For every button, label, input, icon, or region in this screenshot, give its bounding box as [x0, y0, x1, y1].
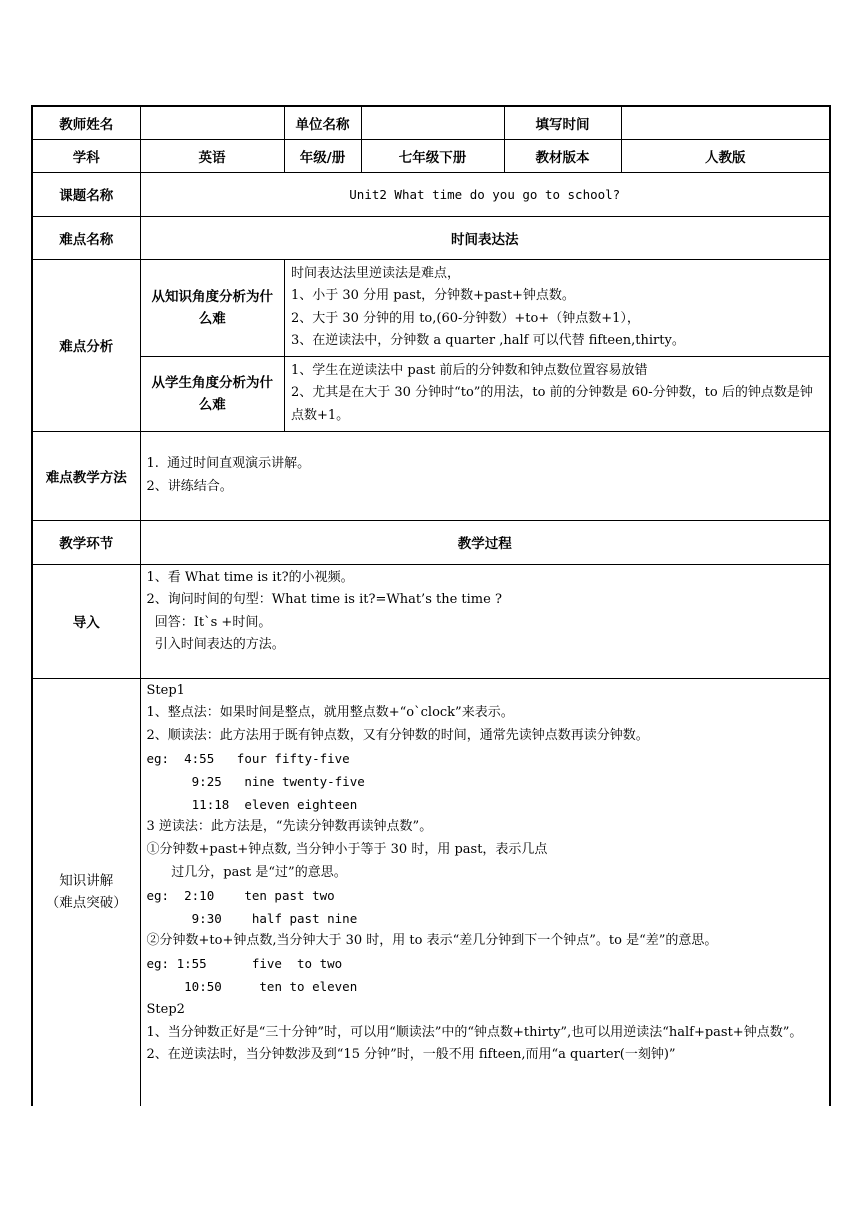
difficulty-value: 时间表达法 — [140, 216, 830, 259]
unit-name-label: 单位名称 — [284, 106, 361, 139]
intro-line: 1、看 What time is it?的小视频。 — [146, 569, 354, 585]
content-line: eg: 1:55 five to two — [146, 956, 343, 972]
method-line: 2、讲练结合。 — [146, 478, 233, 494]
knowledge-section-label — [32, 678, 140, 1106]
knowledge-section-row — [32, 678, 830, 1106]
analysis-label: 难点分析 — [32, 259, 140, 431]
content-line: 10:50 ten to eleven — [146, 979, 358, 995]
student-line: 1、学生在逆读法中 past 前后的分钟数和钟点数位置容易放错 — [291, 362, 648, 378]
analysis-content — [140, 259, 830, 431]
content-line: 9:25 nine twenty-five — [146, 773, 365, 789]
intro-label: 导入 — [32, 564, 140, 678]
analysis-row — [32, 259, 830, 431]
difficulty-label: 难点名称 — [32, 216, 140, 259]
teacher-name-value[interactable] — [140, 106, 284, 139]
intro-content — [140, 564, 830, 678]
difficulty-row — [32, 216, 830, 259]
content-line: Step1 — [146, 682, 185, 698]
teacher-name-label: 教师姓名 — [32, 106, 140, 139]
knowledge-line: 1、小于 30 分用 past，分钟数+past+钟点数。 — [291, 288, 575, 304]
method-line: 1. 通过时间直观演示讲解。 — [146, 456, 311, 472]
intro-line: 回答：It`s +时间。 — [146, 614, 272, 630]
process-header-row — [32, 520, 830, 564]
knowledge-line: 2、大于 30 分钟的用 to,(60-分钟数）+to+（钟点数+1）， — [291, 310, 640, 326]
knowledge-section-content — [140, 678, 830, 1106]
header-row-2 — [32, 139, 830, 172]
student-angle-text — [285, 356, 830, 430]
knowledge-angle-text — [285, 260, 830, 357]
method-label: 难点教学方法 — [32, 431, 140, 520]
intro-line: 2、询问时间的句型：What time is it?=What’s the time ? — [146, 592, 502, 608]
knowledge-section-label-line1: 知识讲解 — [59, 873, 114, 890]
intro-line: 引入时间表达的方法。 — [146, 637, 285, 653]
content-line: 9:30 half past nine — [146, 910, 358, 926]
content-line: eg: 4:55 four fifty-five — [146, 751, 350, 767]
header-row-1 — [32, 106, 830, 139]
topic-value: Unit2 What time do you go to school? — [140, 172, 830, 216]
subject-value: 英语 — [140, 139, 284, 172]
topic-row — [32, 172, 830, 216]
content-line: 3 逆读法：此方法是，“先读分钟数再读钟点数”。 — [146, 819, 433, 835]
content-line: eg: 2:10 ten past two — [146, 887, 335, 903]
student-angle-label: 从学生角度分析为什么难 — [141, 356, 285, 430]
content-line: ②分钟数+to+钟点数,当分钟大于 30 时，用 to 表示“差几分钟到下一个钟点”。to 是“差”的意思。 — [146, 933, 718, 949]
method-row — [32, 431, 830, 520]
edition-label: 教材版本 — [504, 139, 621, 172]
content-line: 11:18 eleven eighteen — [146, 796, 358, 812]
student-line: 2、尤其是在大于 30 分钟时“to”的用法，to 前的分钟数是 60-分钟数，to 后的钟点数是钟点数+1。 — [291, 385, 813, 424]
content-line: 1、当分钟数正好是“三十分钟”时，可以用“顺读法”中的“钟点数+thirty”,也可以用逆读法“half+past+钟点数”。 — [146, 1024, 803, 1040]
unit-name-value[interactable] — [361, 106, 504, 139]
content-line: Step2 — [146, 1001, 185, 1017]
edition-value: 人教版 — [621, 139, 830, 172]
knowledge-angle-label: 从知识角度分析为什么难 — [141, 260, 285, 357]
lesson-plan-form — [31, 105, 829, 1106]
intro-row — [32, 564, 830, 678]
content-line: ①分钟数+past+钟点数, 当分钟小于等于 30 时，用 past，表示几点 — [146, 842, 548, 858]
content-line: 2、在逆读法时，当分钟数涉及到“15 分钟”时，一般不用 fifteen,而用“a quarter(一刻钟)” — [146, 1047, 676, 1063]
process-label: 教学过程 — [140, 520, 830, 564]
knowledge-line: 3、在逆读法中，分钟数 a quarter ,half 可以代替 fifteen,thirty。 — [291, 333, 685, 349]
grade-label: 年级/册 — [284, 139, 361, 172]
fill-date-value[interactable] — [621, 106, 830, 139]
method-content — [140, 431, 830, 520]
topic-label: 课题名称 — [32, 172, 140, 216]
content-line: 1、整点法：如果时间是整点，就用整点数+“o`clock”来表示。 — [146, 705, 514, 721]
grade-value: 七年级下册 — [361, 139, 504, 172]
fill-date-label: 填写时间 — [504, 106, 621, 139]
content-line: 过几分，past 是“过”的意思。 — [146, 865, 347, 881]
lesson-plan-table — [31, 105, 831, 1106]
subject-label: 学科 — [32, 139, 140, 172]
stage-label: 教学环节 — [32, 520, 140, 564]
knowledge-section-label-line2: （难点突破） — [45, 895, 127, 912]
content-line: 2、顺读法：此方法用于既有钟点数，又有分钟数的时间，通常先读钟点数再读分钟数。 — [146, 728, 649, 744]
knowledge-line: 时间表达法里逆读法是难点， — [291, 265, 461, 281]
